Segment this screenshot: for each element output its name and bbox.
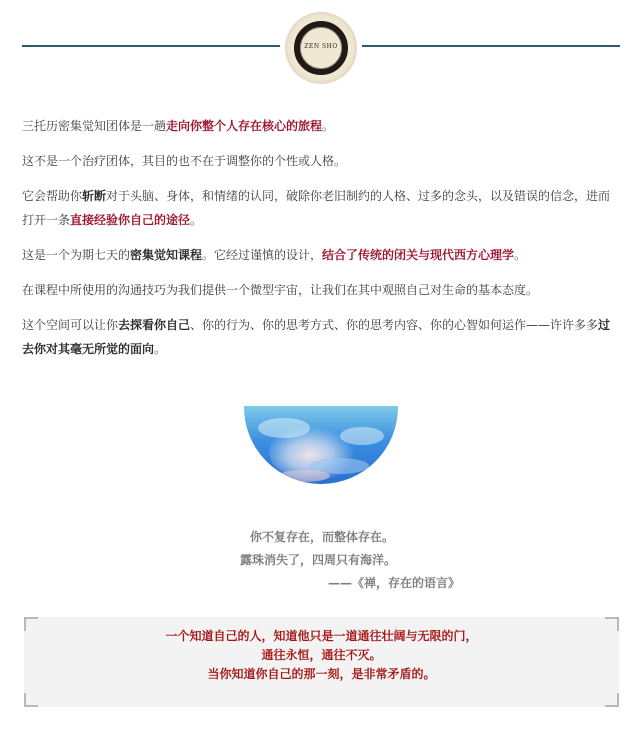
text: 。 xyxy=(154,342,167,356)
text: 在课程中所使用的沟通技巧为我们提供一个微型宇宙，让我们在其中观照自己对生命的基本态度。 xyxy=(22,283,539,297)
text: 。 xyxy=(514,248,527,262)
header xyxy=(0,0,640,90)
callout-box xyxy=(24,617,619,707)
quote-line-1: 你不复存在，而整体存在。 xyxy=(250,530,395,544)
bold-text: 去探看你自己 xyxy=(118,318,191,332)
highlight-text: 走向你整个人存在核心的旅程 xyxy=(166,119,323,133)
highlight-text: 结合了传统的闭关与现代西方心理学 xyxy=(322,248,515,262)
text: 。 xyxy=(322,119,335,133)
paragraph-4 xyxy=(22,243,620,267)
bold-text: 斩断 xyxy=(82,189,107,203)
quote-source: ——《禅，存在的语言》 xyxy=(328,576,461,590)
text: 。 xyxy=(190,213,203,227)
paragraph-2 xyxy=(22,149,620,173)
text: 。它经过谨慎的设计， xyxy=(202,248,323,262)
highlight-text: 直接经验你自己的途径 xyxy=(70,213,191,227)
text: 这不是一个治疗团体，其目的也不在于调整你的个性或人格。 xyxy=(22,154,347,168)
text: 它会帮助你 xyxy=(22,189,83,203)
callout-line-1: 一个知道自己的人，知道他只是一道通往壮阔与无限的门， xyxy=(165,629,478,643)
text: 三托历密集觉知团体是一趟 xyxy=(22,119,167,133)
logo-text: ZEN SHO xyxy=(304,43,338,50)
bold-text: 过去你对其毫无所觉的面向 xyxy=(22,318,611,356)
quote-line-2: 露珠消失了，四周只有海洋。 xyxy=(240,553,397,567)
corner-bracket xyxy=(605,693,619,707)
text: 这个空间可以让你 xyxy=(22,318,119,332)
paragraph-3 xyxy=(22,184,620,232)
bold-text: 密集觉知课程 xyxy=(130,248,203,262)
paragraph-5 xyxy=(22,278,620,302)
paragraph-6 xyxy=(22,313,620,361)
ocean-photo xyxy=(244,406,398,484)
text: 、你的行为、你的思考方式、你的思考内容、你的心智如何运作——许许多多 xyxy=(190,318,599,332)
corner-bracket xyxy=(24,693,38,707)
article-body xyxy=(22,114,620,372)
callout-text xyxy=(24,627,619,684)
ocean-wave-image xyxy=(244,406,398,484)
callout-line-3: 当你知道你自己的那一刻，是非常矛盾的。 xyxy=(207,667,436,681)
zen-circle-logo xyxy=(285,12,357,84)
header-divider-right xyxy=(362,45,620,47)
text: 这是一个为期七天的 xyxy=(22,248,131,262)
text: 对于头脑、身体，和情绪的认同，破除你老旧制约的人格、过多的念头，以及错误的信念，进而打开一条 xyxy=(22,189,611,227)
header-divider-left xyxy=(22,45,280,47)
callout-line-2: 通往永恒，通往不灭。 xyxy=(261,648,382,662)
paragraph-1 xyxy=(22,114,620,138)
